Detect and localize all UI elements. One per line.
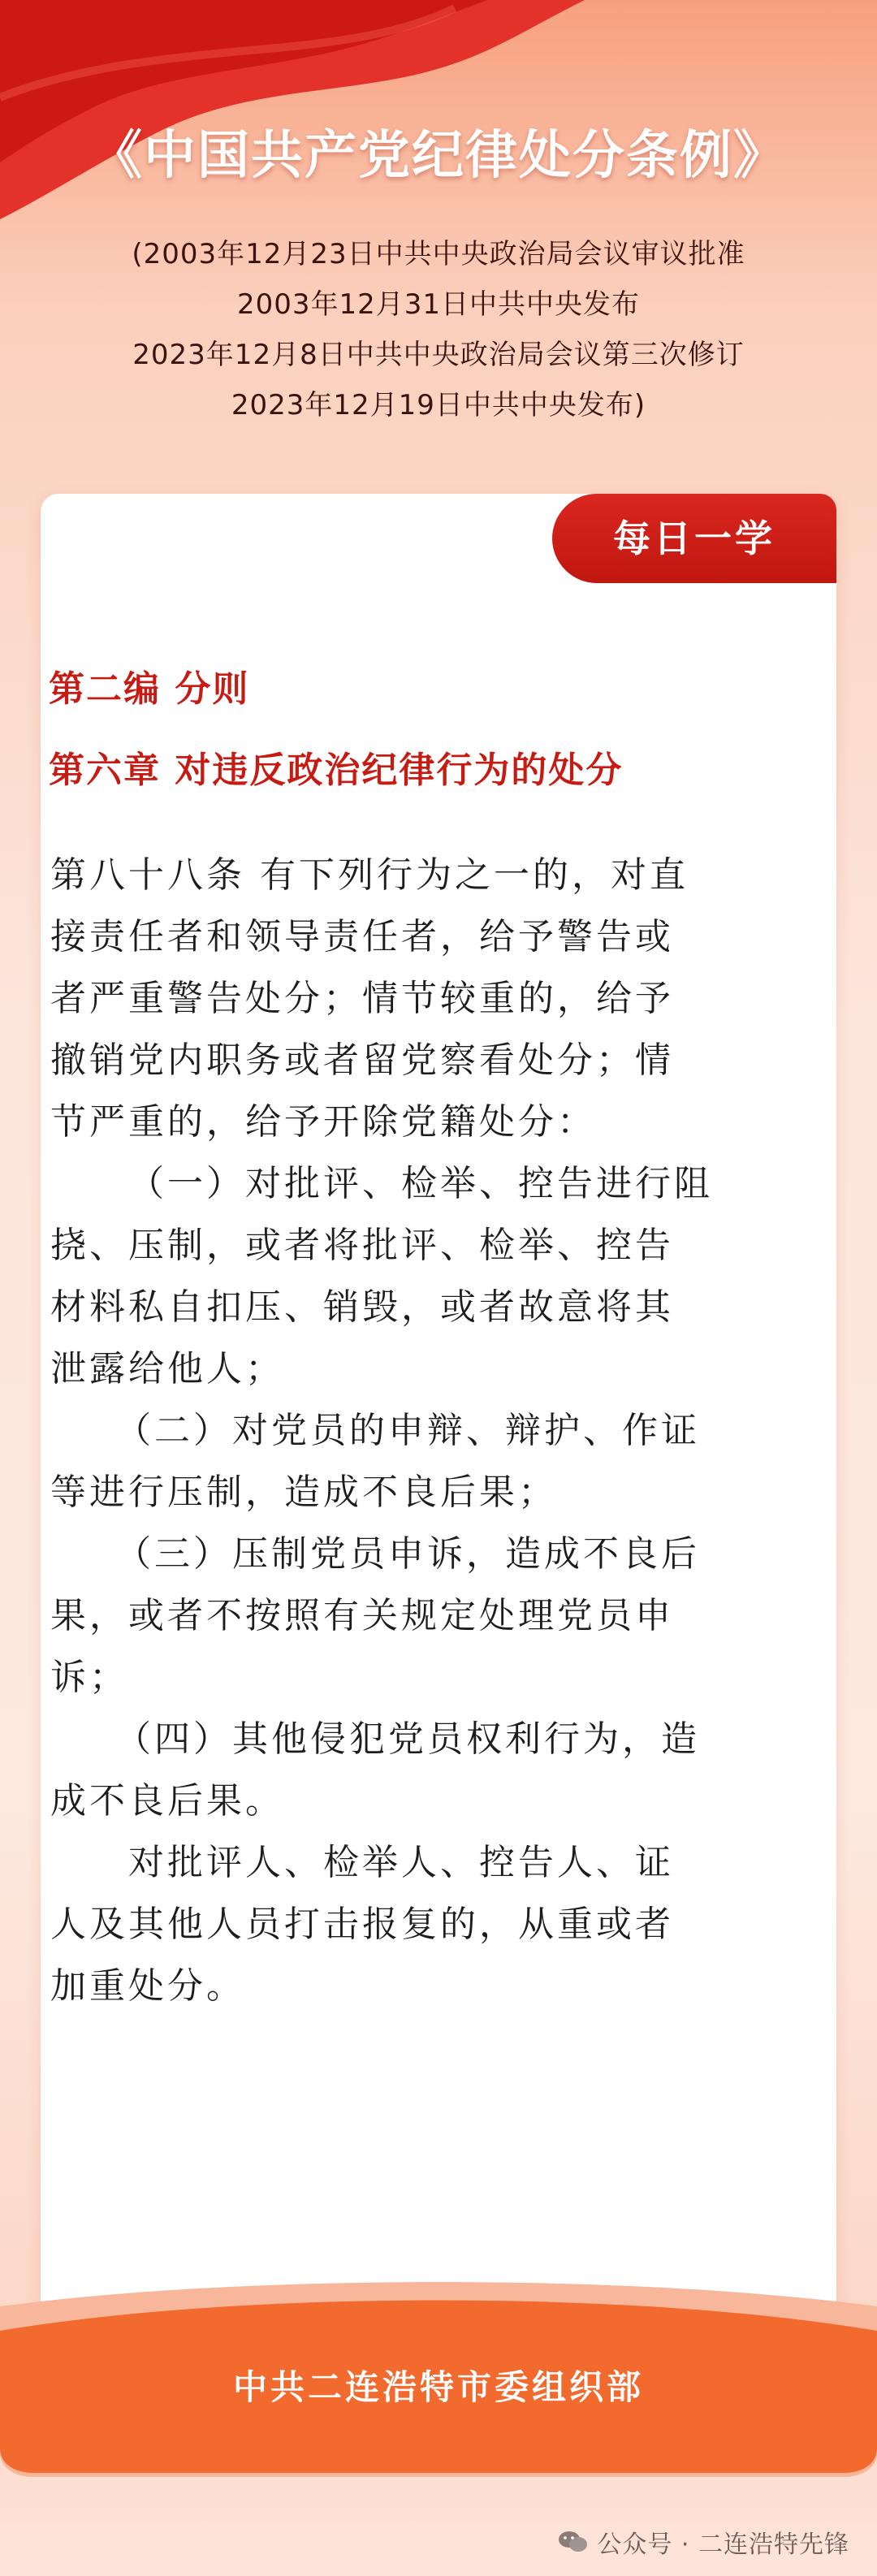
page-title: 《中国共产党纪律处分条例》 (90, 126, 787, 186)
article-line: 节严重的，给予开除党籍处分： (50, 1101, 596, 1143)
article-line: 接责任者和领导责任者，给予警告或 (50, 916, 674, 957)
item-line: 等进行压制，造成不良后果； (50, 1472, 557, 1513)
closing-line: 对批评人、检举人、控告人、证 (128, 1842, 674, 1883)
item-line: 诉； (50, 1657, 128, 1698)
item-line: 果，或者不按照有关规定处理党员申 (50, 1595, 674, 1636)
item-line: 挠、压制，或者将批评、检举、控告 (50, 1225, 674, 1266)
wechat-icon (558, 2530, 589, 2554)
item-line: （二）对党员的申辩、辩护、作证 (115, 1410, 700, 1451)
watermark-text: 公众号 · 二连浩特先锋 (597, 2531, 849, 2559)
article-line: 撤销党内职务或者留党察看处分；情 (50, 1039, 674, 1081)
article-line: 者严重警告处分；情节较重的，给予 (50, 978, 674, 1019)
subtitle-line: 2023年12月8日中共中央政治局会议第三次修订 (132, 339, 745, 371)
item-line: （一）对批评、检举、控告进行阻 (128, 1163, 713, 1204)
daily-study-badge: 每日一学 (552, 494, 836, 583)
article-body (50, 845, 797, 2017)
subtitle-block (0, 229, 877, 430)
chapter-heading: 第六章 对违反政治纪律行为的处分 (49, 750, 624, 791)
item-line: 材料私自扣压、销毁，或者故意将其 (50, 1286, 674, 1328)
item-line: 泄露给他人； (50, 1348, 284, 1390)
subtitle-line: 2023年12月19日中共中央发布) (231, 389, 646, 421)
article-line: 第八十八条 有下列行为之一的，对直 (50, 854, 689, 896)
subtitle-line: (2003年12月23日中共中央政治局会议审议批准 (132, 238, 745, 270)
closing-line: 加重处分。 (50, 1965, 245, 2007)
footer-organization: 中共二连浩特市委组织部 (232, 2367, 644, 2407)
closing-line: 人及其他人员打击报复的，从重或者 (50, 1904, 674, 1945)
wechat-watermark (558, 2524, 849, 2560)
item-line: （四）其他侵犯党员权利行为，造 (115, 1718, 700, 1760)
item-line: （三）压制党员申诉，造成不良后 (115, 1533, 700, 1575)
subtitle-line: 2003年12月31日中共中央发布 (236, 288, 641, 321)
item-line: 成不良后果。 (50, 1780, 284, 1822)
part-heading: 第二编 分则 (49, 668, 250, 710)
